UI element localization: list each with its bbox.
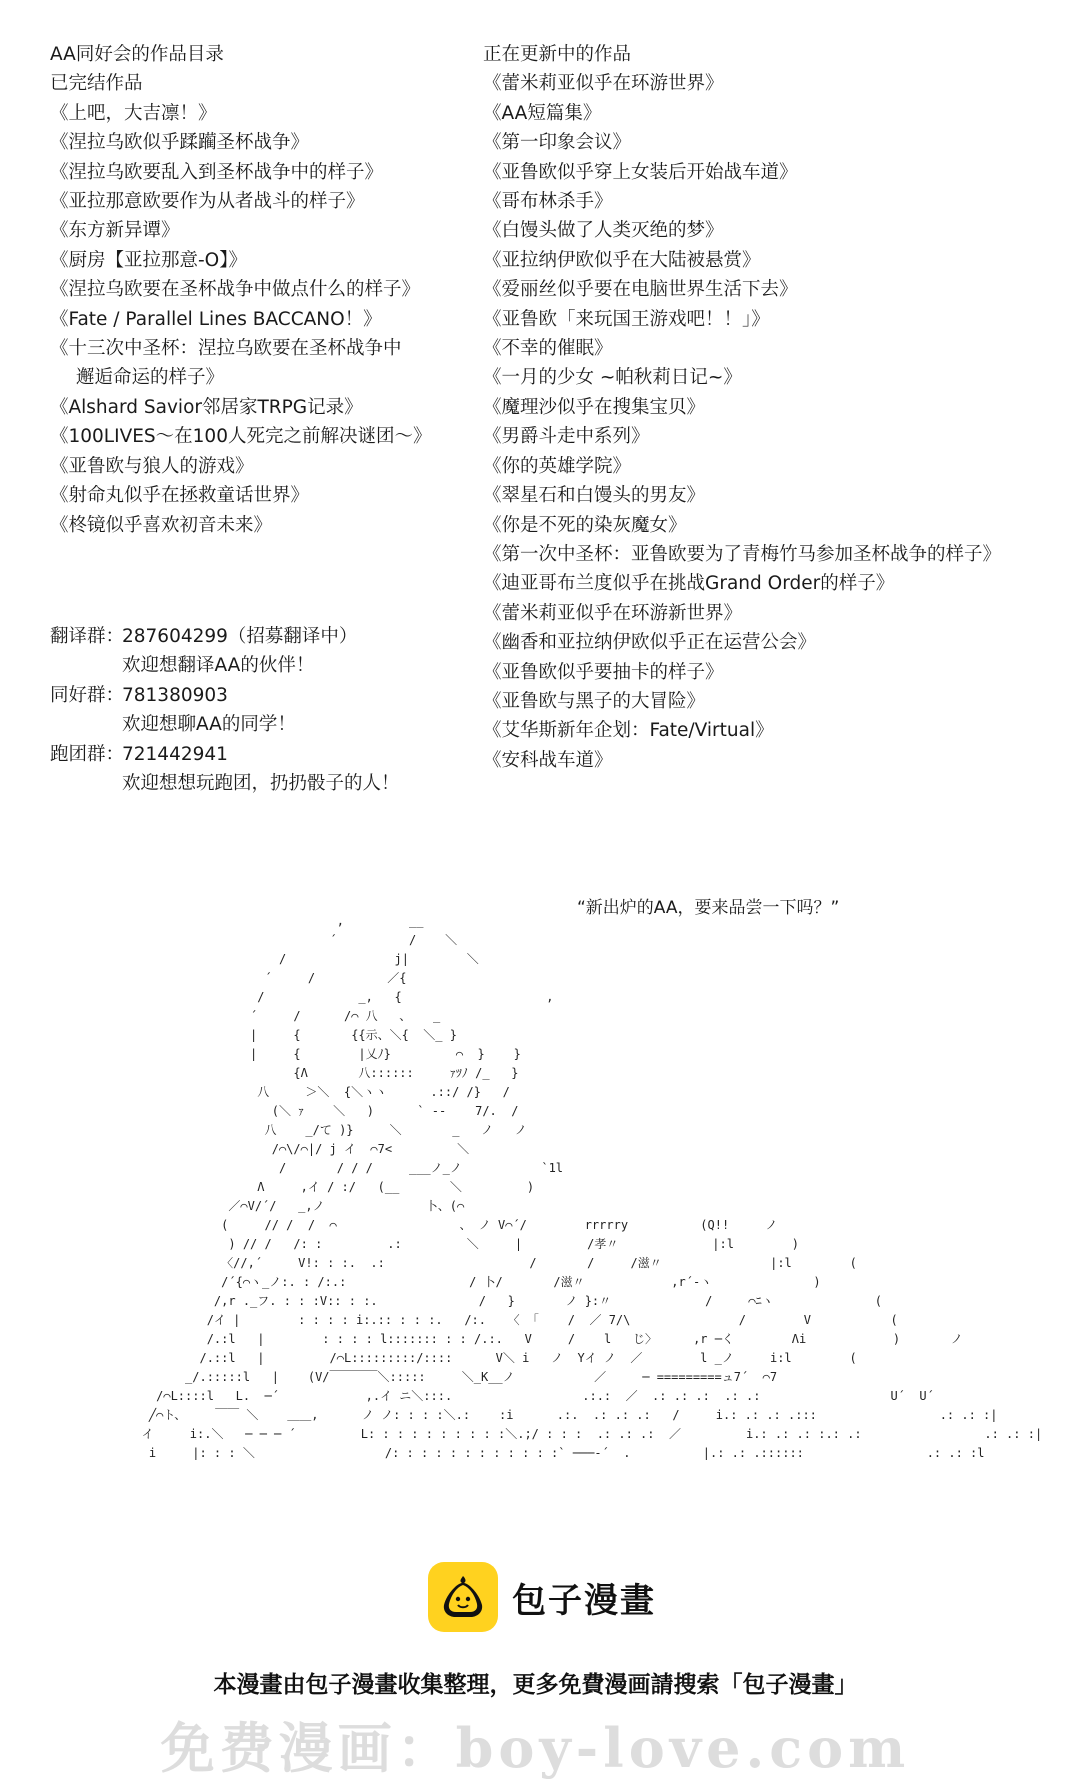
work-title: 《射命丸似乎在拯救童话世界》 — [50, 485, 310, 507]
work-title: 《亚鲁欧「来玩国王游戏吧！！」》 — [483, 308, 770, 330]
work-title: 《亚拉纳伊欧似乎在大陆被悬赏》 — [483, 249, 761, 271]
work-title: 《Fate / Parallel Lines BACCANO！》 — [50, 308, 382, 330]
brand-name: 包子漫畫 — [512, 1580, 656, 1621]
work-title: 《涅拉乌欧要在圣杯战争中做点什么的样子》 — [50, 279, 421, 301]
ongoing-works-column — [483, 40, 1063, 775]
work-title: 《亚鲁欧似乎要抽卡的样子》 — [483, 661, 724, 683]
work-title: 《亚鲁欧似乎穿上女装后开始战车道》 — [483, 161, 798, 183]
work-title: 《安科战车道》 — [483, 749, 613, 771]
work-title: 《迪亚哥布兰度似乎在挑战Grand Order的样子》 — [483, 573, 895, 595]
group-label: 翻译群： — [50, 626, 125, 647]
speech-quote: “新出炉的AA，要来品尝一下吗？” — [577, 898, 840, 918]
work-title: 《艾华斯新年企划：Fate/Virtual》 — [483, 720, 774, 742]
group-row — [50, 622, 400, 651]
watermark: 免费漫画：boy-love.com — [160, 1716, 911, 1780]
work-title: 《白馒头做了人类灭绝的梦》 — [483, 220, 724, 242]
work-title: 《Alshard Savior邻居家TRPG记录》 — [50, 396, 363, 418]
work-title: 《第一次中圣杯：亚鲁欧要为了青梅竹马参加圣杯战争的样子》 — [483, 543, 1002, 565]
work-title: 《100LIVES～在100人死完之前解决谜团～》 — [50, 426, 432, 448]
group-row — [50, 681, 400, 710]
work-title: 《第一印象会议》 — [483, 132, 632, 154]
work-title: 《涅拉乌欧要乱入到圣杯战争中的样子》 — [50, 161, 384, 183]
group-row — [50, 740, 400, 769]
work-title: 《哥布林杀手》 — [483, 191, 613, 213]
work-title: 《亚拉那意欧要作为从者战斗的样子》 — [50, 191, 365, 213]
group-contacts — [50, 622, 400, 798]
work-title: 《你是不死的染灰魔女》 — [483, 514, 687, 536]
work-title: 《厨房【亚拉那意-O】》 — [50, 249, 247, 271]
work-title: 《蕾米莉亚似乎在环游世界》 — [483, 73, 724, 95]
work-title: 《亚鲁欧与狼人的游戏》 — [50, 455, 254, 477]
work-title-continued: 邂逅命运的样子》 — [76, 367, 225, 389]
bun-icon — [428, 1562, 498, 1632]
work-title: 《男爵斗走中系列》 — [483, 426, 650, 448]
completed-works-column — [50, 40, 480, 540]
group-label: 跑团群： — [50, 743, 125, 765]
work-title: 《你的英雄学院》 — [483, 455, 632, 477]
work-title: 《涅拉乌欧似乎蹂躏圣杯战争》 — [50, 132, 310, 154]
work-title: 《上吧，大吉凛！》 — [50, 102, 217, 124]
work-title: 《一月的少女 ~帕秋莉日记~》 — [483, 367, 742, 389]
work-title: 《魔理沙似乎在搜集宝贝》 — [483, 396, 706, 418]
work-title: 《柊镜似乎喜欢初音未来》 — [50, 514, 273, 536]
work-title: 《东方新异谭》 — [50, 220, 180, 242]
group-number: 781380903 — [122, 684, 228, 706]
work-title: 《蕾米莉亚似乎在环游新世界》 — [483, 602, 743, 624]
work-title: 《AA短篇集》 — [483, 102, 602, 124]
work-title: 《亚鲁欧与黑子的大冒险》 — [483, 690, 706, 712]
ongoing-header: 正在更新中的作品 — [483, 44, 632, 65]
work-title: 《翠星石和白馒头的男友》 — [483, 485, 706, 507]
work-title: 《十三次中圣杯：涅拉乌欧要在圣杯战争中 — [50, 338, 402, 360]
group-label: 同好群： — [50, 684, 125, 706]
ascii-art-illustration: , __ ´ / ＼ / j| ＼ ´ / ／{ / _, { , ´ / /⌒ 八 、 _ | { {{示、＼{ ＼_ } | { |乂ﾉ} ⌒ } } {Λ 八:::::: ｧﾂﾉ /_ } 八 ＞＼ {＼ヽヽ .::/ /} / (＼ ｧ ＼ ) ` ‐- 7/. / 八 _/て )} ＼ _ ノ ノ /⌒\/⌒|/ j イ ⌒7< ＼ / / / / ___ノ_ノ `1l Λ ,イ / :/ (__ ＼ ) ／⌒V/´/ _,ノ 卜、(⌒ ( // / / ⌒ 、 ノ V⌒´/ rrrrry (Q!! ノ ) // / /: : .: ＼ | /孝〃 |:l ) 〈//,´ V!: : :. .: / / /滋〃 |:l ( /´{⌒ヽ_ノ:. : /:.: / 卜/ /滋〃 ,r´-ヽ ) /,r ._フ. : : :V:: : :. / } ノ }:〃 / ⌒ﾆヽ ( /イ | : : : : i:.:: : : :. /:. 〈 「 / ／ 7/\ / V ( /.:l | : : : : l::::::: : : /.:. V / l じ〉 ,r ─く Λi ) ノ /.::l | /⌒L:::::::::/:::: V＼ i ノ Yイ ノ ／ l _ノ i:l ( _/.:::::l | (V/￣￣￣￣＼::::: ＼_K__ノ ／ ─ =========ュ7´ ⌒7 /⌒L::::l L. ─´ ,.イ ニ＼:::. .:.: ／ .: .: .: .: .: U´ U´ ╱⌒ト、 ￣￣ ＼ ＿＿, ノ ノ: : : :＼.: :i .:. .: .: .: / i.: .: .: .::: .: .: :| イ i:.＼ ─ ─ ─ ´ L: : : : : : : : : :＼.;/ : : : .: .: .: ／ i.: .: .: :.: .: .: .: :| i |: : : ＼ /: : : : : : : : : : : :` ───‐´ . |.: .: .:::::: .: .: :l — [141, 914, 1043, 1460]
logo — [428, 1562, 656, 1632]
work-title: 《不幸的催眠》 — [483, 338, 613, 360]
group-number: 721442941 — [122, 743, 228, 765]
completed-header: 已完结作品 — [50, 73, 143, 95]
group-note: 欢迎想想玩跑团，扔扔骰子的人！ — [122, 773, 400, 795]
group-note: 欢迎想聊AA的同学！ — [122, 714, 296, 736]
source-notice: 本漫畫由包子漫畫收集整理，更多免費漫画請搜索「包子漫畫」 — [213, 1672, 858, 1698]
work-title: 《爱丽丝似乎要在电脑世界生活下去》 — [483, 279, 798, 301]
group-note: 欢迎想翻译AA的伙伴！ — [122, 655, 315, 677]
work-title: 《幽香和亚拉纳伊欧似乎正在运营公会》 — [483, 632, 817, 654]
group-number: 287604299（招募翻译中） — [122, 626, 358, 647]
catalog-title: AA同好会的作品目录 — [50, 44, 224, 65]
